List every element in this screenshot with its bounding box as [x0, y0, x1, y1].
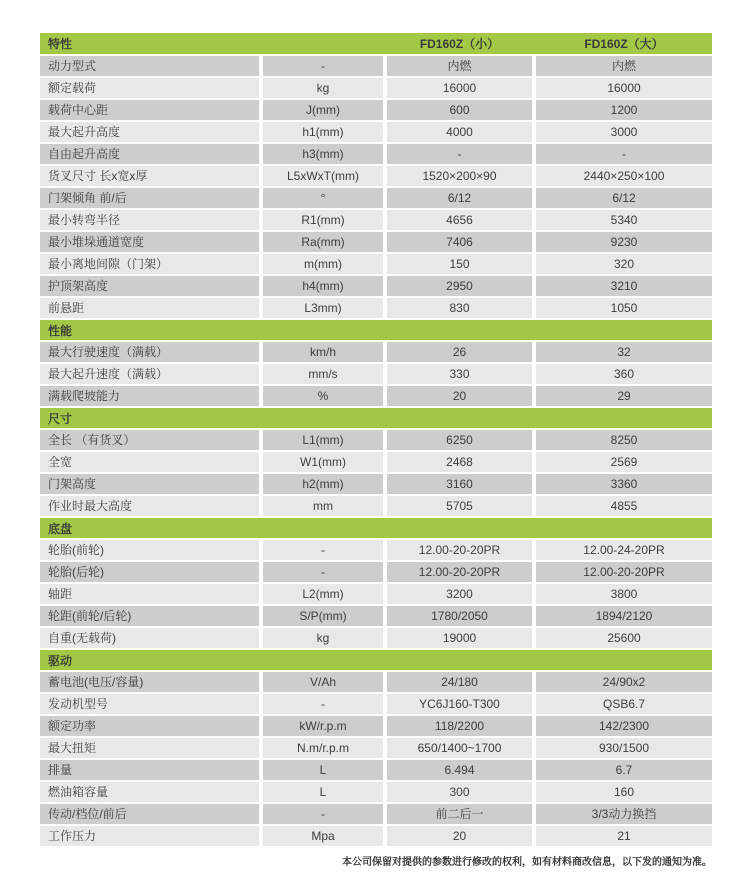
spec-value-small: 2468 [387, 452, 532, 472]
spec-label: 燃油箱容量 [40, 782, 259, 802]
spec-label: 门架高度 [40, 474, 259, 494]
spec-value-large: 930/1500 [536, 738, 712, 758]
table-row [40, 166, 712, 186]
spec-label: 轴距 [40, 584, 259, 604]
spec-unit: h2(mm) [263, 474, 383, 494]
spec-unit: L1(mm) [263, 430, 383, 450]
table-row [40, 144, 712, 164]
table-row [40, 782, 712, 802]
spec-unit: % [263, 386, 383, 406]
table-row [40, 298, 712, 318]
section-header: 性能 [40, 320, 712, 340]
spec-unit: L2(mm) [263, 584, 383, 604]
spec-value-small: 内燃 [387, 56, 532, 76]
spec-value-large: 6/12 [536, 188, 712, 208]
spec-unit: Ra(mm) [263, 232, 383, 252]
header-feature-label: 特性 [48, 36, 73, 51]
table-row [40, 78, 712, 98]
spec-value-small: 1520×200×90 [387, 166, 532, 186]
spec-value-small: 12.00-20-20PR [387, 562, 532, 582]
spec-unit: N.m/r.p.m [263, 738, 383, 758]
table-row [40, 232, 712, 252]
spec-unit: - [263, 804, 383, 824]
header-model-small: FD160Z（小） [419, 36, 500, 51]
spec-value-large: 3000 [536, 122, 712, 142]
spec-value-large: 16000 [536, 78, 712, 98]
spec-label: 最大行驶速度（满载） [40, 342, 259, 362]
spec-unit: kg [263, 628, 383, 648]
table-row [40, 804, 712, 824]
spec-label: 排量 [40, 760, 259, 780]
spec-value-large: 2569 [536, 452, 712, 472]
spec-label: 工作压力 [40, 826, 259, 846]
spec-value-small: 6.494 [387, 760, 532, 780]
spec-unit: mm [263, 496, 383, 516]
spec-label: 最小转弯半径 [40, 210, 259, 230]
spec-unit: - [263, 540, 383, 560]
spec-value-small: 3160 [387, 474, 532, 494]
spec-value-small: 150 [387, 254, 532, 274]
table-row [40, 760, 712, 780]
footnote: 本公司保留对提供的参数进行修改的权利，如有材料商改信息，以下发的通知为准。 [342, 857, 712, 868]
spec-label: 作业时最大高度 [40, 496, 259, 516]
spec-label: 最大起升高度 [40, 122, 259, 142]
spec-unit: h4(mm) [263, 276, 383, 296]
table-row [40, 122, 712, 142]
spec-value-large: 2440×250×100 [536, 166, 712, 186]
table-row [40, 826, 712, 846]
spec-value-large: 内燃 [536, 56, 712, 76]
spec-value-small: 330 [387, 364, 532, 384]
spec-value-small: 650/1400~1700 [387, 738, 532, 758]
spec-value-small: 830 [387, 298, 532, 318]
spec-label: 最大起升速度（满载） [40, 364, 259, 384]
table-row [40, 364, 712, 384]
table-row [40, 562, 712, 582]
spec-unit: h1(mm) [263, 122, 383, 142]
spec-label: 额定载荷 [40, 78, 259, 98]
spec-unit: L5xWxT(mm) [263, 166, 383, 186]
spec-unit: J(mm) [263, 100, 383, 120]
spec-unit: W1(mm) [263, 452, 383, 472]
spec-value-small: 3200 [387, 584, 532, 604]
spec-value-large: 9230 [536, 232, 712, 252]
spec-label: 传动/档位/前后 [40, 804, 259, 824]
table-row [40, 386, 712, 406]
table-row [40, 738, 712, 758]
table-row [40, 628, 712, 648]
spec-value-small: 4656 [387, 210, 532, 230]
header-model-large: FD160Z（大） [584, 36, 664, 51]
table-row [40, 430, 712, 450]
spec-value-large: 32 [536, 342, 712, 362]
spec-value-large: 24/90x2 [536, 672, 712, 692]
spec-value-large: - [536, 144, 712, 164]
spec-value-small: 6/12 [387, 188, 532, 208]
spec-unit: - [263, 56, 383, 76]
spec-label: 轮胎(前轮) [40, 540, 259, 560]
spec-unit: mm/s [263, 364, 383, 384]
table-body [40, 56, 712, 846]
table-row [40, 584, 712, 604]
spec-value-large: 12.00-24-20PR [536, 540, 712, 560]
spec-value-small: 2950 [387, 276, 532, 296]
table-row [40, 474, 712, 494]
spec-value-large: 1200 [536, 100, 712, 120]
spec-unit: m(mm) [263, 254, 383, 274]
spec-unit: L3mm) [263, 298, 383, 318]
table-row [40, 496, 712, 516]
spec-value-large: 320 [536, 254, 712, 274]
spec-value-large: 160 [536, 782, 712, 802]
spec-value-large: 3210 [536, 276, 712, 296]
table-row [40, 716, 712, 736]
spec-value-small: 16000 [387, 78, 532, 98]
spec-label: 载荷中心距 [40, 100, 259, 120]
spec-value-large: 3800 [536, 584, 712, 604]
spec-label: 最小离地间隙（门架） [40, 254, 259, 274]
spec-value-small: 300 [387, 782, 532, 802]
spec-unit: - [263, 562, 383, 582]
spec-value-large: 360 [536, 364, 712, 384]
table-row [40, 540, 712, 560]
spec-value-small: 24/180 [387, 672, 532, 692]
spec-unit: L [263, 782, 383, 802]
spec-value-small: - [387, 144, 532, 164]
spec-label: 自由起升高度 [40, 144, 259, 164]
spec-value-large: 4855 [536, 496, 712, 516]
spec-value-small: YC6J160-T300 [387, 694, 532, 714]
spec-value-small: 118/2200 [387, 716, 532, 736]
spec-label: 满载爬坡能力 [40, 386, 259, 406]
table-header-row [40, 33, 712, 54]
spec-value-large: 1050 [536, 298, 712, 318]
spec-value-large: 142/2300 [536, 716, 712, 736]
spec-value-large: 5340 [536, 210, 712, 230]
spec-value-small: 6250 [387, 430, 532, 450]
table-row [40, 56, 712, 76]
spec-label: 全宽 [40, 452, 259, 472]
spec-label: 护顶架高度 [40, 276, 259, 296]
section-header: 底盘 [40, 518, 712, 538]
spec-value-large: 3360 [536, 474, 712, 494]
spec-unit: S/P(mm) [263, 606, 383, 626]
spec-label: 全长 （有货叉） [40, 430, 259, 450]
spec-value-large: QSB6.7 [536, 694, 712, 714]
spec-label: 货叉尺寸 长x宽x厚 [40, 166, 259, 186]
spec-unit: ° [263, 188, 383, 208]
header-unit-column [263, 33, 383, 54]
spec-unit: Mpa [263, 826, 383, 846]
spec-value-small: 5705 [387, 496, 532, 516]
spec-value-small: 19000 [387, 628, 532, 648]
spec-unit: V/Ah [263, 672, 383, 692]
spec-label: 前悬距 [40, 298, 259, 318]
spec-label: 动力型式 [40, 56, 259, 76]
table-row [40, 276, 712, 296]
table-row [40, 188, 712, 208]
spec-value-small: 600 [387, 100, 532, 120]
spec-unit: kW/r.p.m [263, 716, 383, 736]
spec-unit: kg [263, 78, 383, 98]
spec-table [40, 33, 712, 848]
spec-unit: km/h [263, 342, 383, 362]
spec-unit: h3(mm) [263, 144, 383, 164]
table-row [40, 672, 712, 692]
table-row [40, 254, 712, 274]
table-row [40, 210, 712, 230]
spec-value-large: 12.00-20-20PR [536, 562, 712, 582]
spec-value-large: 6.7 [536, 760, 712, 780]
spec-value-small: 20 [387, 826, 532, 846]
spec-value-small: 1780/2050 [387, 606, 532, 626]
spec-label: 额定功率 [40, 716, 259, 736]
spec-label: 轮胎(后轮) [40, 562, 259, 582]
section-header: 驱动 [40, 650, 712, 670]
spec-value-large: 8250 [536, 430, 712, 450]
table-row [40, 606, 712, 626]
spec-label: 自重(无载荷) [40, 628, 259, 648]
spec-label: 发动机型号 [40, 694, 259, 714]
spec-value-large: 21 [536, 826, 712, 846]
spec-label: 最大扭矩 [40, 738, 259, 758]
spec-value-small: 前二后一 [387, 804, 532, 824]
section-header: 尺寸 [40, 408, 712, 428]
spec-unit: L [263, 760, 383, 780]
table-row [40, 342, 712, 362]
spec-value-large: 29 [536, 386, 712, 406]
spec-value-small: 4000 [387, 122, 532, 142]
spec-label: 轮距(前轮/后轮) [40, 606, 259, 626]
spec-label: 最小堆垛通道宽度 [40, 232, 259, 252]
table-row [40, 694, 712, 714]
spec-unit: - [263, 694, 383, 714]
spec-label: 门架倾角 前/后 [40, 188, 259, 208]
spec-value-large: 3/3动力换挡 [536, 804, 712, 824]
table-row [40, 100, 712, 120]
spec-unit: R1(mm) [263, 210, 383, 230]
spec-value-small: 26 [387, 342, 532, 362]
spec-value-large: 1894/2120 [536, 606, 712, 626]
spec-label: 蓄电池(电压/容量) [40, 672, 259, 692]
spec-value-large: 25600 [536, 628, 712, 648]
spec-value-small: 7406 [387, 232, 532, 252]
table-row [40, 452, 712, 472]
spec-value-small: 20 [387, 386, 532, 406]
spec-value-small: 12.00-20-20PR [387, 540, 532, 560]
